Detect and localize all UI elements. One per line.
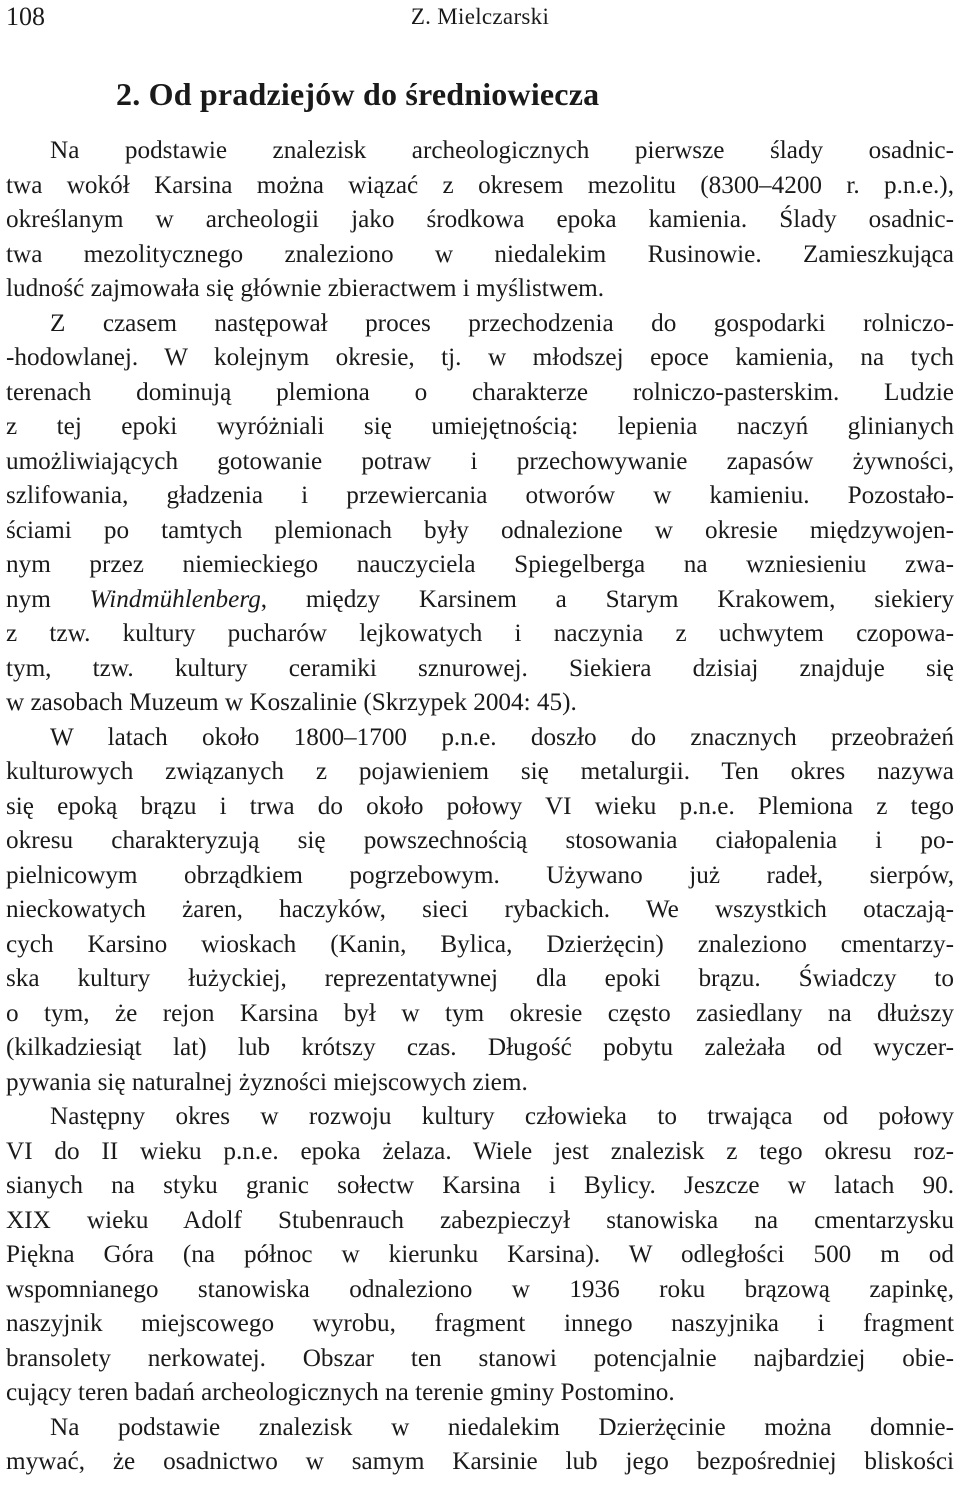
text-line: tym, tzw. kultury ceramiki sznurowej. Siekiera dzisiaj znajduje się xyxy=(6,654,954,682)
text-line: Na podstawie znalezisk w niedalekim Dzierżęcinie można domnie- xyxy=(50,1413,954,1441)
text-line: (kilkadziesiąt lat) lub krótszy czas. Długość pobytu zależała od wyczer- xyxy=(6,1034,954,1061)
text-line: szlifowania, gładzenia i przewiercania otworów w kamieniu. Pozostało- xyxy=(6,482,954,509)
text-line: o tym, że rejon Karsina był w tym okresie często zasiedlany na dłuższy xyxy=(6,999,954,1027)
text-line: twa wokół Karsina można wiązać z okresem mezolitu (8300–4200 r. p.n.e.), xyxy=(6,171,954,199)
text-line: określanym w archeologii jako środkowa epoka kamienia. Ślady osadnic- xyxy=(6,206,954,233)
paragraph-2 xyxy=(6,721,954,1101)
text-line: cujący teren badań archeologicznych na terenie gminy Postomino. xyxy=(6,1379,675,1406)
text-line: VI do II wieku p.n.e. epoka żelaza. Wiele jest znalezisk z tego okresu roz- xyxy=(6,1137,954,1165)
text-line: wspomnianego stanowiska odnaleziono w 1936 roku brązową zapinkę, xyxy=(6,1275,954,1303)
running-header xyxy=(6,0,954,34)
text-line-with-italic xyxy=(6,583,954,618)
section-heading: 2. Od pradziejów do średniowiecza xyxy=(116,76,600,112)
text-line: XIX wieku Adolf Stubenrauch zabezpieczył stanowiska na cmentarzysku xyxy=(6,1206,954,1234)
document-page xyxy=(6,0,954,1480)
text-line: ściami po tamtych plemionach były odnalezione w okresie międzywojen- xyxy=(6,516,954,544)
paragraph-4 xyxy=(6,1411,954,1480)
text-line: z tzw. kultury pucharów lejkowatych i naczynia z uchwytem czopowa- xyxy=(6,620,954,647)
text-line: naszyjnik miejscowego wyrobu, fragment innego naszyjnika i fragment xyxy=(6,1310,954,1337)
paragraph-1 xyxy=(6,134,954,721)
text-line: -hodowlanej. W kolejnym okresie, tj. w młodszej epoce kamienia, na tych xyxy=(6,344,954,371)
page-number: 108 xyxy=(6,2,45,31)
paragraph-3 xyxy=(6,1100,954,1411)
text-line: okresu charakteryzują się powszechnością stosowania ciałopalenia i po- xyxy=(6,827,954,854)
text-line: Następny okres w rozwoju kultury człowieka to trwająca od połowy xyxy=(50,1103,954,1130)
text-line: kulturowych związanych z pojawieniem się metalurgii. Ten okres nazywa xyxy=(6,758,954,785)
italic-place-name: Windmühlenberg xyxy=(89,585,261,613)
text-line: nym przez niemieckiego nauczyciela Spiegelberga na wzniesieniu zwa- xyxy=(6,551,954,578)
text-line: się epoką brązu i trwa do około połowy VI wieku p.n.e. Plemiona z tego xyxy=(6,792,954,820)
text-line: pielnicowym obrządkiem pogrzebowym. Używano już radeł, sierpów, xyxy=(6,861,954,889)
text-segment: nym xyxy=(6,585,90,613)
text-line: sianych na styku granic sołectw Karsina i Bylicy. Jeszcze w latach 90. xyxy=(6,1172,954,1199)
text-line: Piękna Góra (na północ w kierunku Karsina). W odległości 500 m od xyxy=(6,1241,954,1268)
text-line: pywania się naturalnej żyzności miejscowych ziem. xyxy=(6,1068,528,1096)
text-line: terenach dominują plemiona o charakterze rolniczo-pasterskim. Ludzie xyxy=(6,378,954,406)
text-line: W latach około 1800–1700 p.n.e. doszło do znacznych przeobrażeń xyxy=(50,723,954,751)
text-line: bransolety nerkowatej. Obszar ten stanowi potencjalnie najbardziej obie- xyxy=(6,1344,954,1372)
text-line: twa mezolitycznego znaleziono w niedalekim Rusinowie. Zamieszkująca xyxy=(6,240,954,268)
text-line: ludność zajmowała się głównie zbieractwem i myślistwem. xyxy=(6,275,605,302)
running-title: Z. Mielczarski xyxy=(410,4,550,29)
text-line: nieckowatych żaren, haczyków, sieci rybackich. We wszystkich otaczają- xyxy=(6,896,954,923)
text-line: w zasobach Muzeum w Koszalinie (Skrzypek 2004: 45). xyxy=(6,689,577,716)
text-line: ska kultury łużyckiej, reprezentatywnej dla epoki brązu. Świadczy to xyxy=(6,965,954,992)
text-line: cych Karsino wioskach (Kanin, Bylica, Dzierżęcin) znaleziono cmentarzy- xyxy=(6,930,954,958)
text-line: umożliwiających gotowanie potraw i przechowywanie zapasów żywności, xyxy=(6,447,954,475)
text-line: z tej epoki wyróżniali się umiejętnością: lepienia naczyń glinianych xyxy=(6,413,954,440)
body-text xyxy=(6,134,954,1480)
text-segment: , między Karsinem a Starym Krakowem, siekiery xyxy=(260,585,955,613)
text-line: mywać, że osadnictwo w samym Karsinie lub jego bezpośredniej bliskości xyxy=(6,1448,954,1475)
text-line: Z czasem następował proces przechodzenia do gospodarki rolniczo- xyxy=(50,309,954,337)
text-line: Na podstawie znalezisk archeologicznych pierwsze ślady osadnic- xyxy=(50,137,954,164)
